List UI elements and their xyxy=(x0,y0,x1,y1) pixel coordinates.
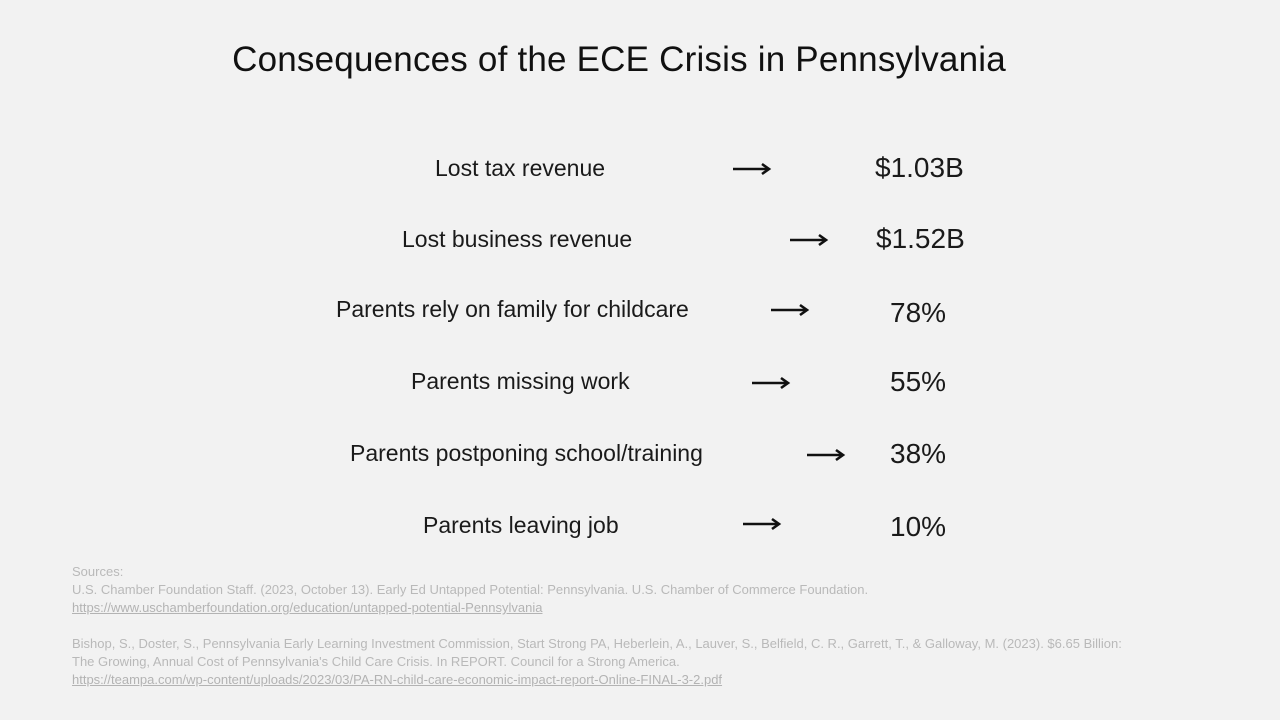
slide-title: Consequences of the ECE Crisis in Pennsylvania xyxy=(232,40,1006,79)
source-link-2[interactable]: https://teampa.com/wp-content/uploads/2023/03/PA-RN-child-care-economic-impact-report-Online-FINAL-3-2.pdf xyxy=(72,672,723,687)
arrow-right-icon xyxy=(789,233,829,247)
source-citation-2-line-2: The Growing, Annual Cost of Pennsylvania's Child Care Crisis. In REPORT. Council for a Strong America. xyxy=(72,654,680,669)
arrow-right-icon xyxy=(742,517,782,531)
arrow-right-icon xyxy=(806,448,846,462)
row-value-parents-missing-work: 55% xyxy=(890,366,947,397)
arrow-right-icon xyxy=(751,376,791,390)
sources-block xyxy=(72,563,1222,689)
row-label-parents-postponing-school: Parents postponing school/training xyxy=(350,440,703,466)
row-label-parents-missing-work: Parents missing work xyxy=(411,368,630,394)
row-label-lost-business-revenue: Lost business revenue xyxy=(402,226,633,252)
row-value-parents-leaving-job: 10% xyxy=(890,511,947,542)
row-value-parents-postponing-school: 38% xyxy=(890,438,947,469)
row-label-lost-tax-revenue: Lost tax revenue xyxy=(435,155,606,181)
row-value-lost-business-revenue: $1.52B xyxy=(876,223,965,254)
source-link-1[interactable]: https://www.uschamberfoundation.org/education/untapped-potential-Pennsylvania xyxy=(72,600,543,615)
source-citation-1: U.S. Chamber Foundation Staff. (2023, October 13). Early Ed Untapped Potential: Pennsylvania. U.S. Chamber of Commerce Foundation. xyxy=(72,582,869,597)
source-citation-2-line-1: Bishop, S., Doster, S., Pennsylvania Early Learning Investment Commission, Start Strong PA, Heberlein, A., Lauver, S., Belfield, C. R., Garrett, T., & Galloway, M. (2023). $6.65 Billion: xyxy=(72,636,1122,651)
row-value-parents-rely-on-family: 78% xyxy=(890,297,947,328)
sources-heading: Sources: xyxy=(72,564,124,579)
arrow-right-icon xyxy=(732,162,772,176)
row-label-parents-rely-on-family: Parents rely on family for childcare xyxy=(336,296,689,322)
row-value-lost-tax-revenue: $1.03B xyxy=(875,152,964,183)
row-label-parents-leaving-job: Parents leaving job xyxy=(423,512,619,538)
arrow-right-icon xyxy=(770,303,810,317)
